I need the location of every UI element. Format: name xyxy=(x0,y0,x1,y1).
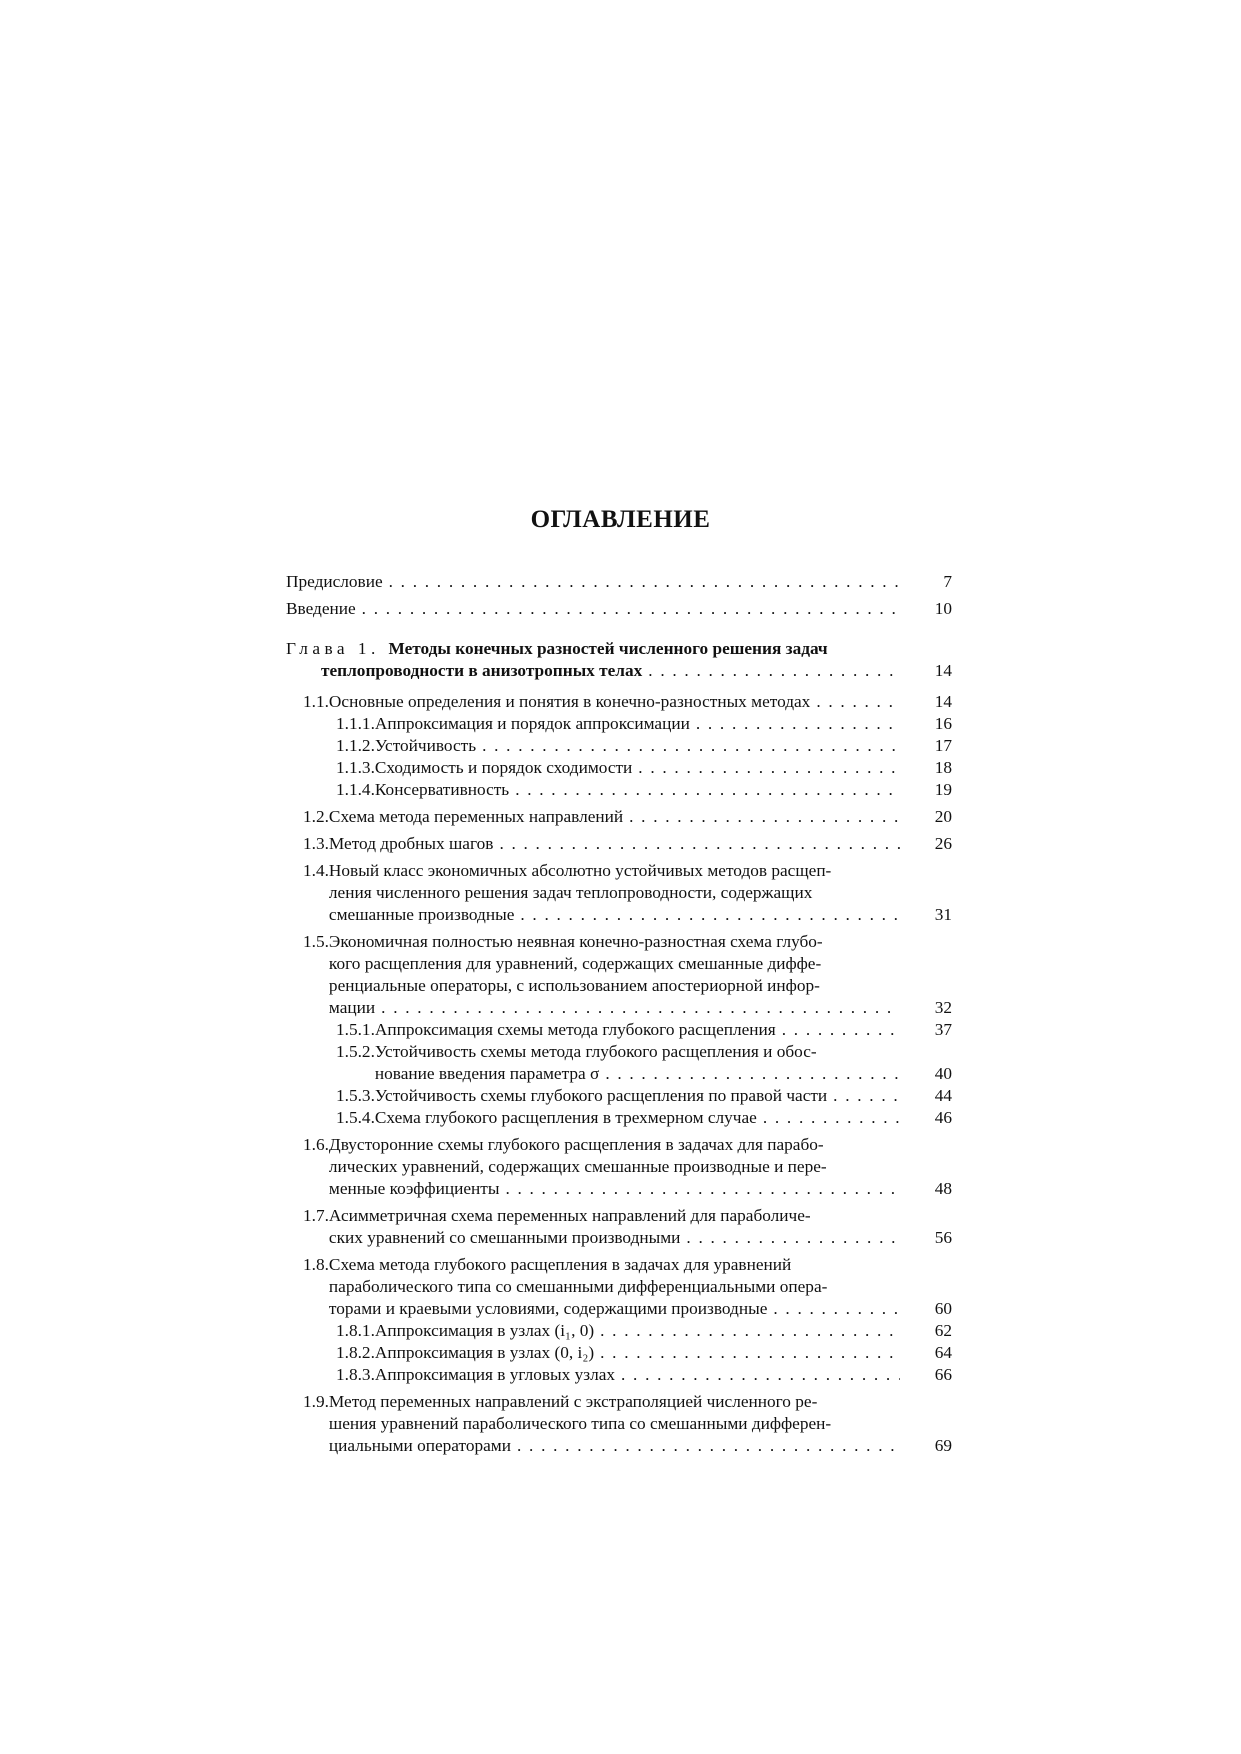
toc-entry-title-line: ских уравнений со смешанными производными xyxy=(328,1228,681,1247)
toc-page-number: 14 xyxy=(934,692,952,711)
toc-entry-title-line: лических уравнений, содержащих смешанные производные и пере- xyxy=(328,1157,827,1176)
toc-entry-title: Метод дробных шагов xyxy=(328,834,494,853)
toc-entry-title: Аппроксимация в угловых узлах xyxy=(374,1365,616,1384)
section-number: 1.8.2. xyxy=(336,1343,375,1362)
toc-page-number: 26 xyxy=(934,834,952,853)
toc-entry-title-line: Асимметричная схема переменных направлений для параболиче- xyxy=(328,1206,811,1225)
toc-page-number: 7 xyxy=(943,572,952,591)
table-of-contents xyxy=(286,571,952,1457)
toc-entry-title-line: Двусторонние схемы глубокого расщепления в задачах для парабо- xyxy=(328,1135,824,1154)
toc-page-number: 64 xyxy=(934,1343,952,1362)
chapter-title-line: теплопроводности в анизотропных телах xyxy=(321,661,643,680)
toc-entry-1-6[interactable] xyxy=(286,1134,952,1200)
toc-page-number: 60 xyxy=(934,1299,952,1318)
toc-entry-title: Консервативность xyxy=(374,780,510,799)
section-number: 1.6. xyxy=(303,1135,329,1154)
toc-entry-title: Аппроксимация и порядок аппроксимации xyxy=(374,714,690,733)
section-number: 1.4. xyxy=(303,861,329,880)
toc-entry-title-line: кого расщепления для уравнений, содержащих смешанные диффе- xyxy=(328,954,822,973)
toc-entry-title-line: циальными операторами xyxy=(328,1436,511,1455)
toc-entry-title-line: мации xyxy=(328,998,376,1017)
toc-entry-title-line: ления численного решения задач теплопроводности, содержащих xyxy=(328,883,813,902)
section-number: 1.1.2. xyxy=(336,736,375,755)
page-title: ОГЛАВЛЕНИЕ xyxy=(530,506,711,533)
section-number: 1.1.3. xyxy=(336,758,375,777)
toc-entry-1-4[interactable] xyxy=(286,860,952,926)
toc-entry-title: Устойчивость схемы глубокого расщепления по правой части xyxy=(374,1086,828,1105)
toc-entry-chapter-1[interactable] xyxy=(286,638,952,682)
toc-entry-title-line: менные коэффициенты xyxy=(328,1179,500,1198)
toc-page-number: 10 xyxy=(934,599,952,618)
toc-page-number: 62 xyxy=(934,1321,952,1340)
toc-page-number: 46 xyxy=(934,1108,952,1127)
toc-entry-title-line: Схема метода глубокого расщепления в задачах для уравнений xyxy=(328,1255,792,1274)
toc-entry-1-2[interactable] xyxy=(286,806,952,828)
toc-entry-introduction[interactable] xyxy=(286,598,952,620)
toc-entry-title-line: Устойчивость схемы метода глубокого расщепления и обос- xyxy=(374,1042,817,1061)
toc-entry-title: Устойчивость xyxy=(374,736,477,755)
section-number: 1.8. xyxy=(303,1255,329,1274)
toc-page-number: 31 xyxy=(934,905,952,924)
toc-entry-1-5-2[interactable] xyxy=(286,1041,952,1085)
toc-page-number: 40 xyxy=(934,1064,952,1083)
toc-entry-title-line: торами и краевыми условиями, содержащими производные xyxy=(328,1299,768,1318)
toc-entry-title-line: смешанные производные xyxy=(328,905,515,924)
toc-entry-1-1-4[interactable] xyxy=(286,779,952,801)
toc-entry-title-line: ренциальные операторы, с использованием апостериорной инфор- xyxy=(328,976,820,995)
toc-page-number: 18 xyxy=(934,758,952,777)
toc-entry-title: Основные определения и понятия в конечно-разностных методах xyxy=(328,692,811,711)
toc-entry-1-5-1[interactable] xyxy=(286,1019,952,1041)
toc-entry-1-5-4[interactable] xyxy=(286,1107,952,1129)
toc-entry-title: Схема метода переменных направлений xyxy=(328,807,624,826)
toc-page-number: 16 xyxy=(934,714,952,733)
toc-page-number: 37 xyxy=(934,1020,952,1039)
section-number: 1.5.2. xyxy=(336,1042,375,1061)
toc-page-number: 32 xyxy=(934,998,952,1017)
toc-entry-1-9[interactable] xyxy=(286,1391,952,1457)
toc-entry-title-line: нование введения параметра σ xyxy=(374,1064,600,1083)
toc-page-number: 48 xyxy=(934,1179,952,1198)
toc-entry-title-line: шения уравнений параболического типа со смешанными дифферен- xyxy=(328,1414,832,1433)
toc-entry-title: Аппроксимация в узлах (i₁, 0) xyxy=(374,1321,595,1340)
toc-entry-title: Предисловие xyxy=(286,572,383,591)
toc-page-number: 69 xyxy=(934,1436,952,1455)
section-number: 1.1.4. xyxy=(336,780,375,799)
toc-entry-1-7[interactable] xyxy=(286,1205,952,1249)
toc-entry-title: Введение xyxy=(286,599,356,618)
toc-page-number: 66 xyxy=(934,1365,952,1384)
toc-entry-title-line: Новый класс экономичных абсолютно устойчивых методов расщеп- xyxy=(328,861,832,880)
toc-page-number: 17 xyxy=(934,736,952,755)
toc-entry-preface[interactable] xyxy=(286,571,952,593)
toc-entry-title-line: параболического типа со смешанными дифференциальными опера- xyxy=(328,1277,828,1296)
toc-entry-1-8-3[interactable] xyxy=(286,1364,952,1386)
toc-entry-1-8[interactable] xyxy=(286,1254,952,1320)
toc-entry-1-1-3[interactable] xyxy=(286,757,952,779)
toc-entry-title-line: Метод переменных направлений с экстраполяцией численного ре- xyxy=(328,1392,818,1411)
toc-entry-title: Схема глубокого расщепления в трехмерном случае xyxy=(374,1108,757,1127)
section-number: 1.5.4. xyxy=(336,1108,375,1127)
section-number: 1.5.1. xyxy=(336,1020,375,1039)
toc-page-number: 19 xyxy=(934,780,952,799)
toc-entry-1-8-2[interactable] xyxy=(286,1342,952,1364)
section-number: 1.5. xyxy=(303,932,329,951)
section-number: 1.5.3. xyxy=(336,1086,375,1105)
toc-entry-1-5[interactable] xyxy=(286,931,952,1019)
toc-page-number: 14 xyxy=(934,661,952,680)
section-number: 1.7. xyxy=(303,1206,329,1225)
chapter-title-line: Методы конечных разностей численного решения задач xyxy=(388,639,828,658)
toc-entry-1-5-3[interactable] xyxy=(286,1085,952,1107)
section-number: 1.3. xyxy=(303,834,329,853)
toc-page-number: 20 xyxy=(934,807,952,826)
toc-entry-title: Аппроксимация в узлах (0, i₂) xyxy=(374,1343,595,1362)
section-number: 1.2. xyxy=(303,807,329,826)
toc-entry-title-line: Экономичная полностью неявная конечно-разностная схема глубо- xyxy=(328,932,823,951)
toc-entry-1-1[interactable] xyxy=(286,691,952,713)
toc-entry-title: Сходимость и порядок сходимости xyxy=(374,758,633,777)
toc-entry-1-1-1[interactable] xyxy=(286,713,952,735)
chapter-label: Глава 1. xyxy=(286,639,380,658)
section-number: 1.9. xyxy=(303,1392,329,1411)
toc-page-number: 44 xyxy=(934,1086,952,1105)
section-number: 1.1. xyxy=(303,692,329,711)
section-number: 1.8.3. xyxy=(336,1365,375,1384)
section-number: 1.1.1. xyxy=(336,714,375,733)
toc-entry-1-8-1[interactable] xyxy=(286,1320,952,1342)
section-number: 1.8.1. xyxy=(336,1321,375,1340)
toc-entry-1-3[interactable] xyxy=(286,833,952,855)
toc-entry-title: Аппроксимация схемы метода глубокого расщепления xyxy=(374,1020,776,1039)
toc-entry-1-1-2[interactable] xyxy=(286,735,952,757)
toc-page-number: 56 xyxy=(934,1228,952,1247)
